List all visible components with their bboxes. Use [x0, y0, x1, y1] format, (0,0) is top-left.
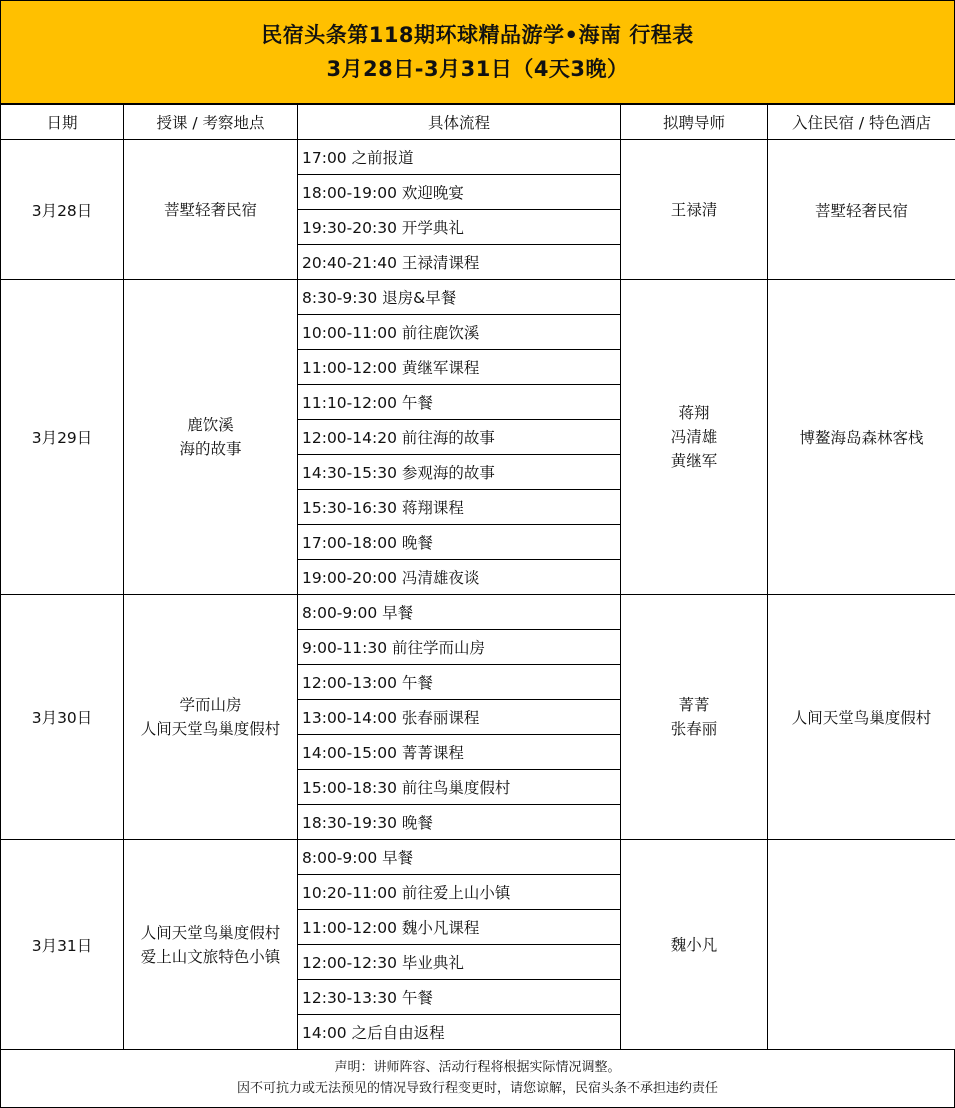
title-band [0, 0, 955, 104]
day-mentors [621, 140, 768, 280]
location-line: 海的故事 [179, 440, 242, 458]
location-line: 菩墅轻奢民宿 [163, 200, 257, 219]
schedule-step: 18:00-19:00 欢迎晚宴 [298, 175, 621, 210]
header-date: 日期 [1, 105, 124, 140]
schedule-body [1, 140, 955, 1050]
schedule-step: 10:00-11:00 前往鹿饮溪 [298, 315, 621, 350]
location-line: 人间天堂鸟巢度假村 [140, 720, 281, 738]
schedule-step: 15:00-18:30 前往鸟巢度假村 [298, 770, 621, 805]
schedule-row [1, 595, 955, 630]
schedule-step: 12:00-12:30 毕业典礼 [298, 945, 621, 980]
day-stay: 博鳌海岛森林客栈 [768, 280, 955, 595]
schedule-step: 20:40-21:40 王禄清课程 [298, 245, 621, 280]
schedule-row [1, 840, 955, 875]
day-location [124, 280, 298, 595]
header-mentor: 拟聘导师 [621, 105, 768, 140]
header-stay: 入住民宿 / 特色酒店 [768, 105, 955, 140]
mentor-name: 菁菁 [678, 696, 710, 714]
schedule-step: 14:00 之后自由返程 [298, 1015, 621, 1050]
mentor-name: 张春丽 [670, 720, 718, 738]
schedule-step: 17:00 之前报道 [298, 140, 621, 175]
day-mentors [621, 840, 768, 1050]
day-date: 3月30日 [1, 595, 124, 840]
schedule-step: 12:00-13:00 午餐 [298, 665, 621, 700]
day-date: 3月28日 [1, 140, 124, 280]
day-location [124, 140, 298, 280]
day-date: 3月31日 [1, 840, 124, 1050]
date-range-title: 3月28日-3月31日（4天3晚） [326, 57, 629, 81]
page-title: 民宿头条第118期环球精品游学•海南 行程表 [261, 23, 694, 47]
disclaimer [0, 1049, 955, 1108]
schedule-table [0, 104, 955, 1050]
day-location [124, 840, 298, 1050]
schedule-row [1, 280, 955, 315]
schedule-step: 8:00-9:00 早餐 [298, 595, 621, 630]
location-line: 学而山房 [179, 696, 242, 714]
mentor-name: 蒋翔 [678, 404, 710, 422]
schedule-step: 14:30-15:30 参观海的故事 [298, 455, 621, 490]
day-stay [768, 840, 955, 1050]
schedule-step: 11:00-12:00 黄继军课程 [298, 350, 621, 385]
schedule-step: 8:30-9:30 退房&早餐 [298, 280, 621, 315]
schedule-step: 14:00-15:00 菁菁课程 [298, 735, 621, 770]
schedule-step: 11:10-12:00 午餐 [298, 385, 621, 420]
mentor-name: 魏小凡 [670, 935, 718, 954]
mentor-name: 冯清雄 [670, 428, 718, 446]
location-line: 爱上山文旅特色小镇 [140, 947, 281, 966]
day-date: 3月29日 [1, 280, 124, 595]
schedule-step: 15:30-16:30 蒋翔课程 [298, 490, 621, 525]
schedule-step: 13:00-14:00 张春丽课程 [298, 700, 621, 735]
mentor-name: 王禄清 [670, 200, 718, 219]
schedule-step: 11:00-12:00 魏小凡课程 [298, 910, 621, 945]
day-stay: 人间天堂鸟巢度假村 [768, 595, 955, 840]
schedule-step: 12:00-14:20 前往海的故事 [298, 420, 621, 455]
header-location: 授课 / 考察地点 [124, 105, 298, 140]
disclaimer-line-1: 声明：讲师阵容、活动行程将根据实际情况调整。 [334, 1060, 621, 1075]
day-stay: 菩墅轻奢民宿 [768, 140, 955, 280]
schedule-step: 17:00-18:00 晚餐 [298, 525, 621, 560]
location-line: 鹿饮溪 [187, 416, 234, 434]
schedule-step: 19:00-20:00 冯清雄夜谈 [298, 560, 621, 595]
day-location [124, 595, 298, 840]
day-mentors [621, 595, 768, 840]
header-flow: 具体流程 [298, 105, 621, 140]
location-line: 人间天堂鸟巢度假村 [140, 923, 281, 942]
mentor-name: 黄继军 [670, 452, 718, 470]
schedule-step: 19:30-20:30 开学典礼 [298, 210, 621, 245]
schedule-step: 8:00-9:00 早餐 [298, 840, 621, 875]
day-mentors [621, 280, 768, 595]
disclaimer-line-2: 因不可抗力或无法预见的情况导致行程变更时，请您谅解，民宿头条不承担违约责任 [236, 1081, 718, 1096]
schedule-step: 9:00-11:30 前往学而山房 [298, 630, 621, 665]
header-row [1, 105, 955, 140]
schedule-step: 12:30-13:30 午餐 [298, 980, 621, 1015]
schedule-row [1, 140, 955, 175]
schedule-step: 10:20-11:00 前往爱上山小镇 [298, 875, 621, 910]
schedule-step: 18:30-19:30 晚餐 [298, 805, 621, 840]
